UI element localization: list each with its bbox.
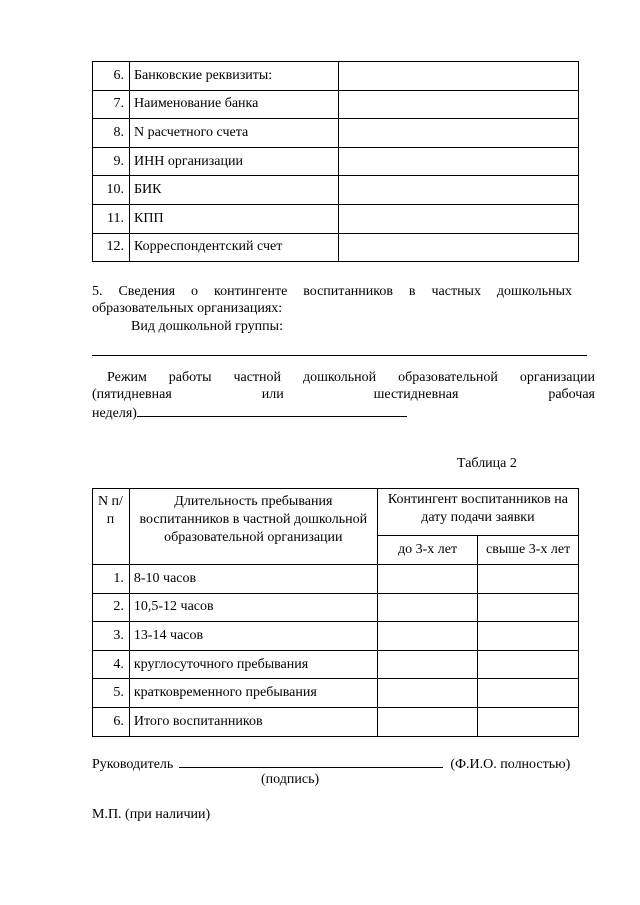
under-3-cell (377, 593, 478, 622)
table-row (93, 707, 579, 736)
row-number: 5. (93, 679, 130, 708)
row-value-cell (339, 176, 579, 205)
over-3-cell (478, 593, 579, 622)
row-value-cell (339, 233, 579, 262)
table-row (93, 90, 579, 119)
table-row (93, 176, 579, 205)
row-value-cell (339, 119, 579, 148)
row-label: 8-10 часов (129, 565, 377, 594)
row-label: круглосуточного пребывания (129, 650, 377, 679)
table-row (93, 679, 579, 708)
work-mode-text: Режим работы частной дошкольной образовательной организации (107, 370, 595, 385)
word: шестидневная (373, 387, 459, 402)
group-type-label: Вид дошкольной группы: (131, 319, 283, 334)
row-number: 6. (93, 62, 130, 91)
row-label: кратковременного пребывания (129, 679, 377, 708)
section-5-heading-cont: образовательных организациях: (92, 301, 283, 316)
under-3-cell (377, 650, 478, 679)
stamp-label: М.П. (при наличии) (92, 807, 211, 822)
under-3-cell (377, 707, 478, 736)
row-label: ИНН организации (130, 147, 339, 176)
row-number: 10. (93, 176, 130, 205)
head-signature-line (92, 754, 570, 773)
under-3-cell (377, 565, 478, 594)
over-3-cell (478, 679, 579, 708)
row-label: Корреспондентский счет (130, 233, 339, 262)
under-3-cell (377, 679, 478, 708)
word: (пятидневная (92, 387, 172, 402)
over-3-cell (478, 622, 579, 651)
over-3-cell (478, 565, 579, 594)
row-number: 3. (93, 622, 130, 651)
word: рабочая (548, 387, 595, 402)
table-header-row (93, 489, 579, 536)
table-row (93, 233, 579, 262)
row-value-cell (339, 62, 579, 91)
table-row (93, 62, 579, 91)
row-label: N расчетного счета (130, 119, 339, 148)
row-value-cell (339, 147, 579, 176)
row-number: 6. (93, 707, 130, 736)
row-label: КПП (130, 204, 339, 233)
signature-fill-line (179, 754, 443, 768)
row-label: БИК (130, 176, 339, 205)
row-number: 8. (93, 119, 130, 148)
table-row (93, 650, 579, 679)
group-type-fill-line (92, 355, 587, 356)
header-contingent: Контингент воспитанников на дату подачи заявки (377, 489, 578, 536)
table-row (93, 565, 579, 594)
under-3-cell (377, 622, 478, 651)
row-label: Банковские реквизиты: (130, 62, 339, 91)
over-3-cell (478, 650, 579, 679)
row-number: 2. (93, 593, 130, 622)
row-label: 13-14 часов (129, 622, 377, 651)
header-number: N п/п (93, 489, 130, 565)
row-label: Наименование банка (130, 90, 339, 119)
table-row (93, 204, 579, 233)
head-label: Руководитель (92, 757, 174, 772)
header-duration: Длительность пребывания воспитанников в частной дошкольной образовательной организации (129, 489, 377, 565)
row-value-cell (339, 204, 579, 233)
section-5-heading: 5. Сведения о контингенте воспитанников в частных дошкольных (92, 284, 572, 299)
header-over-3: свыше 3-х лет (478, 536, 579, 565)
row-value-cell (339, 90, 579, 119)
row-label: 10,5-12 часов (129, 593, 377, 622)
fio-label: (Ф.И.О. полностью) (450, 757, 571, 772)
header-under-3: до 3-х лет (377, 536, 478, 565)
bank-details-table (92, 61, 579, 262)
week-label: неделя) (92, 406, 137, 421)
row-number: 9. (93, 147, 130, 176)
table-row (93, 622, 579, 651)
row-number: 4. (93, 650, 130, 679)
table-row (93, 119, 579, 148)
table-2-caption: Таблица 2 (457, 456, 517, 471)
work-mode-fill-line (137, 403, 407, 417)
work-mode-text-cont (92, 386, 595, 403)
table-row (93, 147, 579, 176)
contingent-table (92, 488, 579, 737)
word: или (261, 387, 284, 402)
row-number: 11. (93, 204, 130, 233)
over-3-cell (478, 707, 579, 736)
row-number: 1. (93, 565, 130, 594)
row-number: 7. (93, 90, 130, 119)
table-row (93, 593, 579, 622)
row-number: 12. (93, 233, 130, 262)
signature-label: (подпись) (261, 772, 320, 787)
row-label: Итого воспитанников (129, 707, 377, 736)
work-mode-week (92, 403, 407, 422)
